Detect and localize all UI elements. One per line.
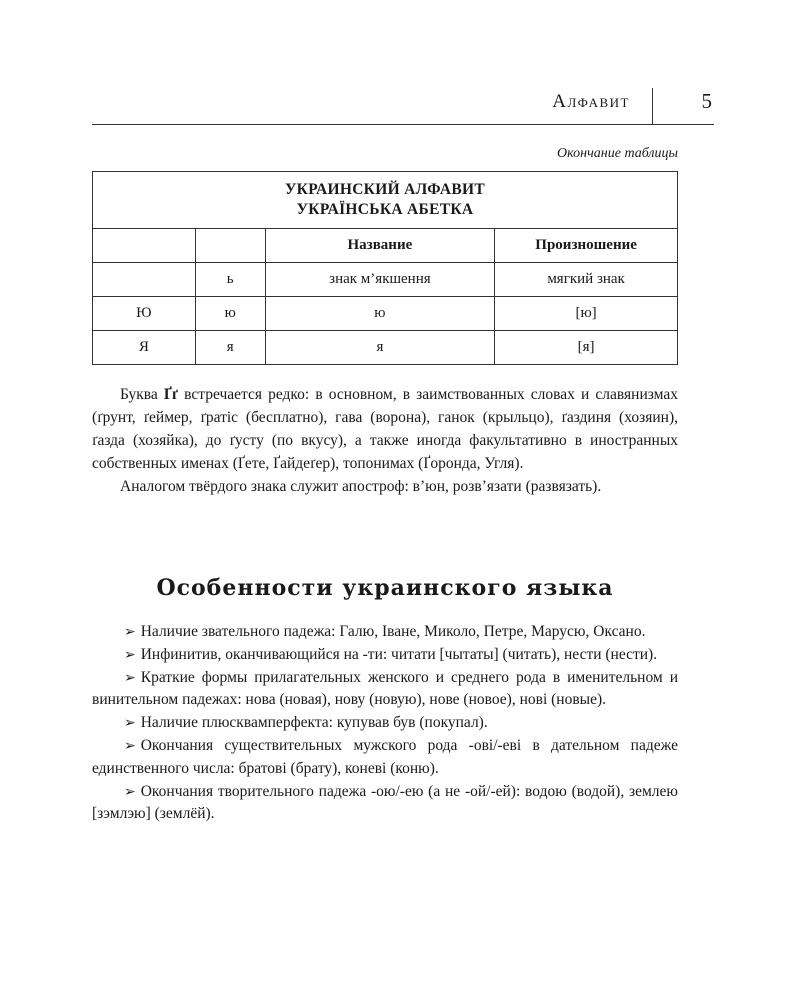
list-item: [92, 644, 678, 667]
table-title-ru: УКРАИНСКИЙ АЛФАВИТ: [284, 181, 486, 198]
features-list: [92, 621, 678, 826]
page-number: 5: [701, 89, 712, 113]
list-item-text: Наличие звательного падежа: Галю, Іване, Миколо, Петре, Марусю, Оксано.: [140, 623, 646, 640]
table-header-pronunciation: Произношение: [495, 229, 678, 263]
arrow-bullet-icon: ➢: [124, 783, 136, 800]
list-item-text: Краткие формы прилагательных женского и среднего рода в именительном и винительном падежах: нова (новая), нову (новую), нове (новое), нові (новые).: [92, 668, 678, 709]
arrow-bullet-icon: ➢: [124, 737, 136, 754]
body-text: [92, 383, 678, 498]
table-cell-upper: Я: [93, 331, 196, 365]
paragraph-text: Буква: [120, 386, 164, 403]
list-item: [92, 712, 678, 735]
table-caption: Окончание таблицы: [557, 146, 678, 161]
list-item: [92, 621, 678, 644]
table-cell-pronunciation: [я]: [495, 331, 678, 365]
table-title-uk: УКРАЇНСЬКА АБЕТКА: [296, 201, 474, 218]
alphabet-table: [92, 171, 678, 365]
list-item-text: Окончания творительного падежа -ою/-ею (а не -ой/-ей): водою (водой), землею [зэмлэю] (землёй).: [92, 782, 678, 823]
paragraph-apostrophe: Аналогом твёрдого знака служит апостроф: в’юн, розв’язати (развязать).: [120, 478, 602, 495]
arrow-bullet-icon: ➢: [124, 715, 136, 732]
table-cell-name: я: [265, 331, 495, 365]
paragraph-letter-g: [92, 383, 678, 475]
table-cell-pronunciation: мягкий знак: [495, 263, 678, 297]
list-item: [92, 781, 678, 827]
table-header-cell: [195, 229, 265, 263]
table-row: [93, 297, 678, 331]
table-cell-name: знак м’якшення: [265, 263, 495, 297]
table-cell-lower: я: [195, 331, 265, 365]
running-header-section: Алфавит: [552, 91, 630, 112]
table-cell-upper: [93, 263, 196, 297]
running-header: [92, 88, 714, 125]
arrow-bullet-icon: ➢: [124, 646, 136, 663]
paragraph-text: встречается редко: в основном, в заимствованных словах и славянизмах (ґрунт, ґеймер, ґратіс (бесплатно), гава (ворона), ганок (крыльцо), ґаздиня (хозяин), ґазда (хозяйка), до ґусту (по вкусу), а также иногда факультативно в иностранных собственных именах (Ґете, Ґайдеґер), топонимах (Ґоронда, Угля).: [92, 386, 678, 472]
list-item-text: Окончания существительных мужского рода -ові/-еві в дательном падеже единственного числа: братові (брату), коневі (коню).: [92, 736, 678, 777]
table-row: [93, 263, 678, 297]
list-item-text: Наличие плюсквамперфекта: купував був (покупал).: [140, 714, 488, 732]
table-header-row: [93, 229, 678, 263]
arrow-bullet-icon: ➢: [124, 669, 136, 686]
table-cell-name: ю: [265, 297, 495, 331]
table-row: [93, 331, 678, 365]
list-item: [92, 735, 678, 781]
table-header-cell: [93, 229, 196, 263]
table-cell-lower: ю: [195, 297, 265, 331]
table-header-name: Название: [265, 229, 495, 263]
letter-g-highlight: Ґґ: [163, 386, 179, 403]
header-divider: [652, 88, 653, 124]
table-cell-pronunciation: [ю]: [495, 297, 678, 331]
arrow-bullet-icon: ➢: [124, 624, 136, 640]
table-title: [93, 172, 678, 229]
list-item-text: Инфинитив, оканчивающийся на -ти: читати [чытаты] (читать), нести (нести).: [140, 645, 658, 663]
section-heading: Особенности украинского языка: [156, 575, 614, 601]
table-cell-upper: Ю: [93, 297, 196, 331]
table-cell-lower: ь: [195, 263, 265, 297]
list-item: [92, 667, 678, 713]
